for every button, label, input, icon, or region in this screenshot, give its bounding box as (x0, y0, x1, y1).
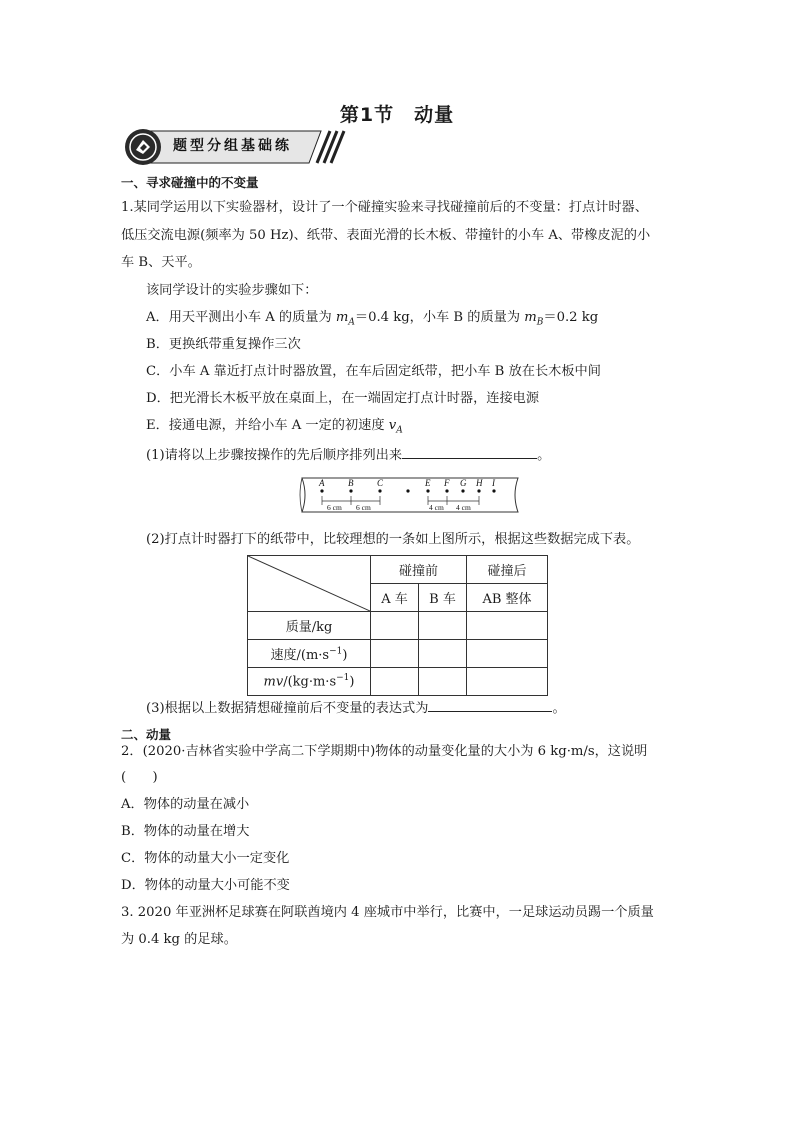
mass-b-symbol: $m_B$ (524, 310, 544, 328)
q3-line-1: 3. 2020 年亚洲杯足球赛在阿联酋境内 4 座城市中举行，比赛中，一足球运动员踢一个质量 (121, 905, 654, 920)
tape-dot (320, 489, 323, 492)
mass-a-symbol: $m_A$ (335, 310, 355, 328)
step-a-text-1: A．用天平测出小车 A 的质量为 (146, 310, 336, 325)
tape-dot (492, 489, 495, 492)
table-cell[interactable] (419, 668, 467, 696)
tape-label-b: B (348, 478, 354, 488)
q2-option-c[interactable]: C．物体的动量大小一定变化 (121, 851, 290, 866)
steps-intro: 该同学设计的实验步骤如下： (146, 283, 318, 298)
sub-question-2: (2)打点计时器打下的纸带中，比较理想的一条如上图所示，根据这些数据完成下表。 (146, 532, 640, 547)
section-heading-1: 一、寻求碰撞中的不变量 (121, 175, 259, 190)
row-label-mass: 质量/kg (248, 612, 371, 640)
table-corner-cell (248, 556, 371, 612)
section-banner (121, 128, 346, 166)
paper-tape-diagram (298, 474, 522, 516)
q2-option-b[interactable]: B．物体的动量在增大 (121, 824, 250, 839)
tape-label-c: C (377, 478, 384, 488)
step-e (146, 417, 403, 440)
tape-dot (445, 489, 448, 492)
sub-question-1-text: (1)请将以上步骤按操作的先后顺序排列出来 (146, 448, 403, 463)
tape-dim-2: 6 cm (356, 503, 371, 512)
q2-option-d[interactable]: D．物体的动量大小可能不变 (121, 878, 290, 893)
section-heading-2: 二、动量 (121, 727, 172, 742)
table-cell[interactable] (467, 668, 548, 696)
table-cell[interactable] (467, 640, 548, 668)
q1-line-1: 1.某同学运用以下实验器材，设计了一个碰撞实验来寻找碰撞前后的不变量：打点计时器、 (121, 200, 648, 215)
header-after: 碰撞后 (467, 556, 548, 584)
tape-dot (349, 489, 352, 492)
tape-label-g: G (460, 478, 467, 488)
row-label-mv-text: (kg·m·s (287, 674, 337, 690)
tape-label-e: E (425, 478, 431, 488)
step-a-text-3: ＝0.2 kg (543, 310, 599, 325)
tape-dots (320, 489, 495, 492)
row-label-mv: $mv/(kg\cdot m\cdot s^{-1})$ (248, 668, 371, 696)
tape-dot (406, 489, 409, 492)
q2-paren: ( ) (121, 770, 158, 785)
table-cell[interactable] (371, 640, 419, 668)
table-cell[interactable] (371, 612, 419, 640)
banner-label: 题型分组基础练 (173, 138, 292, 154)
q2-option-a[interactable]: A．物体的动量在减小 (121, 797, 250, 812)
tape-dot (378, 489, 381, 492)
step-c: C．小车 A 靠近打点计时器放置，在车后固定纸带，把小车 B 放在长木板中间 (146, 364, 601, 379)
step-d: D．把光滑长木板平放在桌面上，在一端固定打点计时器，连接电源 (146, 391, 540, 406)
header-ab-whole: AB 整体 (467, 584, 548, 612)
end-mark-1: 。 (537, 448, 551, 463)
header-car-b: B 车 (419, 584, 467, 612)
row-label-speed: 速度$/(m\cdot s^{-1})$ (248, 640, 371, 668)
table-cell[interactable] (467, 612, 548, 640)
velocity-symbol: $v_A$ (388, 418, 403, 436)
data-table (247, 555, 548, 696)
tape-dim-3: 4 cm (429, 503, 444, 512)
sub-question-3-text: (3)根据以上数据猜想碰撞前后不变量的表达式为 (146, 701, 429, 716)
tape-dot (426, 489, 429, 492)
header-before: 碰撞前 (371, 556, 467, 584)
table-cell[interactable] (419, 612, 467, 640)
tape-dot (461, 489, 464, 492)
tape-label-f: F (444, 478, 450, 488)
sub-question-3 (146, 698, 566, 718)
step-b: B．更换纸带重复操作三次 (146, 337, 301, 352)
sub-question-1 (146, 445, 550, 465)
q1-line-2: 低压交流电源(频率为 50 Hz)、纸带、表面光滑的长木板、带撞针的小车 A、带橡皮泥的小 (121, 228, 651, 243)
tape-label-a: A (319, 478, 325, 488)
end-mark-3: 。 (552, 701, 566, 716)
header-car-a: A 车 (371, 584, 419, 612)
tape-dot (477, 489, 480, 492)
q2-stem: 2．(2020·吉林省实验中学高二下学期期中)物体的动量变化量的大小为 6 kg·m/s，这说明 (121, 744, 648, 759)
answer-blank-3[interactable] (428, 698, 552, 712)
page-title: 第1节 动量 (339, 104, 455, 126)
table-cell[interactable] (371, 668, 419, 696)
table-cell[interactable] (419, 640, 467, 668)
answer-blank-1[interactable] (402, 445, 537, 459)
tape-label-i: I (492, 478, 495, 488)
row-label-speed-text: 速度/(m·s (270, 648, 330, 663)
step-a-text-2: ＝0.4 kg，小车 B 的质量为 (354, 310, 525, 325)
step-a (146, 309, 598, 332)
tape-label-h: H (476, 478, 483, 488)
step-e-text: E．接通电源，并给小车 A 一定的初速度 (146, 418, 389, 433)
tape-dim-1: 6 cm (327, 503, 342, 512)
q3-line-2: 为 0.4 kg 的足球。 (121, 932, 237, 947)
tape-dim-4: 4 cm (456, 503, 471, 512)
q1-line-3: 车 B、天平。 (121, 255, 201, 270)
